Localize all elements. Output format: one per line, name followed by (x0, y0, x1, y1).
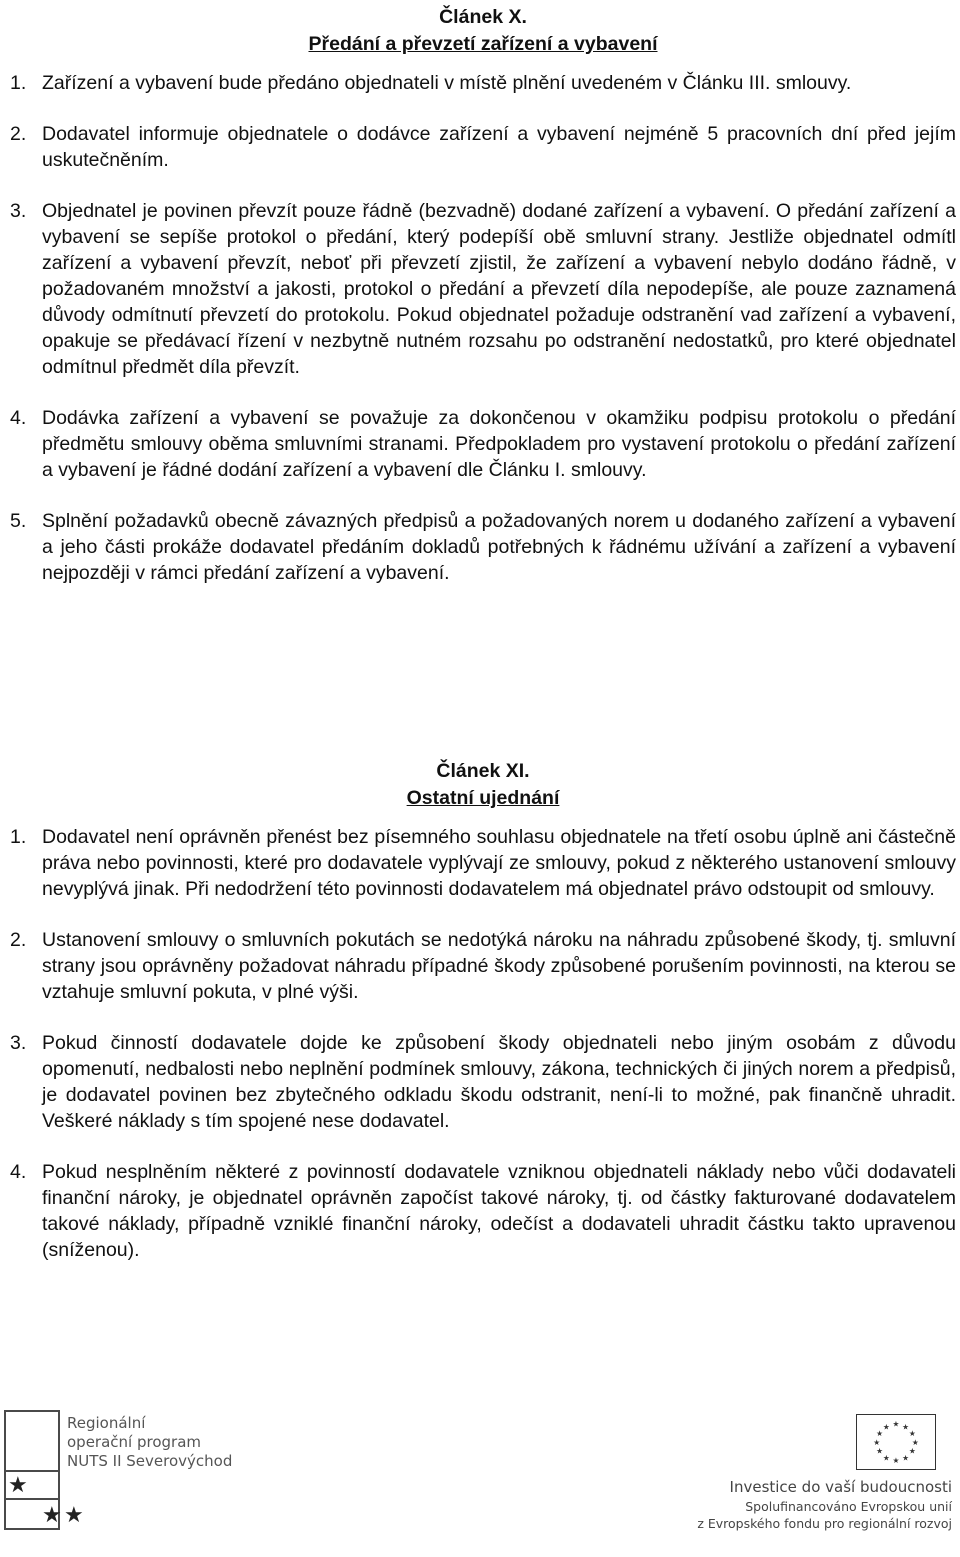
svg-text:★: ★ (911, 1437, 919, 1447)
rop-logo-line: Regionální (67, 1414, 146, 1432)
item-number: 3. (10, 1032, 27, 1054)
svg-text:★: ★ (902, 1453, 910, 1463)
article-heading (10, 4, 956, 58)
star-icon: ★ (64, 1502, 84, 1527)
item-text: Dodávka zařízení a vybavení se považuje za dokončenou v okamžiku podpisu protokolu o předání předmětu smlouvy oběma smluvními stranami. Předpokladem pro vystavení protokolu o předání zařízení a vybavení je řádné dodání zařízení a vybavení dle Článku I. smlouvy. (42, 407, 956, 481)
eu-logo-line: Spolufinancováno Evropskou unií (745, 1499, 952, 1514)
eu-logo-text (690, 1476, 952, 1532)
article-subtitle: Ostatní ujednání (406, 787, 560, 809)
list-item (10, 824, 956, 902)
list-item (10, 1159, 956, 1263)
eu-logo (690, 1410, 952, 1540)
list-item (10, 121, 956, 173)
svg-text:★: ★ (892, 1456, 900, 1466)
item-text: Objednatel je povinen převzít pouze řádně (bezvadně) dodané zařízení a vybavení. O předání zařízení a vybavení se sepíše protokol o předání, který podepíší obě smluvní strany. Jestliže objednatel odmítl zařízení a vybavení převzít, neboť při převzetí zjistil, že zařízení a vybavení nebylo dodáno řádně, v požadovaném množství a jakosti, protokol o předání a převzetí díla nepodepíše, ale pouze zaznamená důvody odmítnutí převzetí do protokolu. Pokud objednatel požaduje odstranění vad zařízení a vybavení, opakuje se předávací řízení v nezbytně nutném rozsahu po odstranění nedostatků, pro které objednatel odmítnul předmět díla převzít. (42, 200, 956, 378)
rop-logo-divider (4, 1498, 60, 1500)
item-text: Dodavatel informuje objednatele o dodávce zařízení a vybavení nejméně 5 pracovních dní před jejím uskutečněním. (42, 123, 956, 171)
svg-text:★: ★ (908, 1429, 916, 1439)
eu-flag-icon (856, 1414, 936, 1470)
svg-text:★: ★ (876, 1429, 884, 1439)
eu-logo-line: z Evropského fondu pro regionální rozvoj (697, 1516, 952, 1531)
star-icon: ★ (8, 1472, 28, 1497)
article-10 (10, 4, 956, 611)
list-item (10, 198, 956, 380)
item-text: Pokud činností dodavatele dojde ke způsobení škody objednateli nebo jiným osobám z důvodu opomenutí, nedbalosti nebo neplnění podmínek smlouvy, zákona, technických či jiných norem a předpisů, je dodavatel povinen bez zbytečného odkladu škodu odstranit, není-li to možné, pak finančně uhradit. Veškeré náklady s tím spojené nese dodavatel. (42, 1032, 956, 1132)
svg-text:★: ★ (908, 1446, 916, 1456)
item-number: 1. (10, 826, 27, 848)
star-icon: ★ (42, 1502, 62, 1527)
list-item (10, 1030, 956, 1134)
article-items (10, 824, 956, 1263)
article-subtitle: Předání a převzetí zařízení a vybavení (308, 33, 658, 55)
article-11 (10, 758, 956, 1288)
item-number: 4. (10, 407, 27, 429)
list-item (10, 508, 956, 586)
item-text: Ustanovení smlouvy o smluvních pokutách se nedotýká nároku na náhradu způsobené škody, tj. smluvní strany jsou oprávněny požadovat náhradu případné škody způsobené porušením povinnosti, na kterou se vztahuje smluvní pokuta, v plné výši. (42, 929, 956, 1003)
article-items (10, 70, 956, 586)
item-text: Dodavatel není oprávněn přenést bez písemného souhlasu objednatele na třetí osobu úplně ani částečně práva nebo povinnosti, které pro dodavatele vyplývají ze smlouvy, pokud z některého ustanovení smlouvy nevyplývá jinak. Při nedodržení této povinnosti dodavatelem má objednatel právo odstoupit od smlouvy. (42, 826, 956, 900)
item-number: 4. (10, 1161, 27, 1183)
rop-logo-text (67, 1414, 232, 1471)
rop-logo-line: NUTS II Severovýchod (67, 1452, 233, 1470)
svg-text:★: ★ (882, 1422, 890, 1432)
item-number: 2. (10, 123, 27, 145)
svg-text:★: ★ (882, 1453, 890, 1463)
svg-text:★: ★ (876, 1446, 884, 1456)
svg-text:★: ★ (892, 1419, 900, 1429)
svg-text:★: ★ (873, 1437, 881, 1447)
svg-text:★: ★ (902, 1422, 910, 1432)
eu-logo-slogan: Investice do vaší budoucnosti (729, 1478, 952, 1496)
rop-logo (4, 1410, 244, 1535)
article-title: Článek X. (439, 6, 527, 28)
footer-logos (0, 1400, 960, 1557)
item-text: Splnění požadavků obecně závazných předpisů a požadovaných norem u dodaného zařízení a vybavení a jeho části prokáže dodavatel předáním dokladů potřebných k řádnému užívání a zařízení a vybavení nejpozději v rámci předání zařízení a vybavení. (42, 510, 956, 584)
item-text: Zařízení a vybavení bude předáno objednateli v místě plnění uvedeném v Článku III. smlouvy. (42, 72, 852, 94)
article-heading (10, 758, 956, 812)
item-text: Pokud nesplněním některé z povinností dodavatele vzniknou objednateli náklady nebo vůči dodavateli finanční nároky, je objednatel oprávněn započíst takové nároky, tj. od částky fakturované dodavatelem takové náklady, případně vzniklé finanční nároky, odečíst a dodavateli uhradit částku takto upravenou (sníženou). (42, 1161, 956, 1261)
list-item (10, 70, 956, 96)
list-item (10, 405, 956, 483)
item-number: 5. (10, 510, 27, 532)
item-number: 1. (10, 72, 27, 94)
article-title: Článek XI. (436, 760, 530, 782)
rop-logo-line: operační program (67, 1433, 202, 1451)
list-item (10, 927, 956, 1005)
item-number: 3. (10, 200, 27, 222)
item-number: 2. (10, 929, 27, 951)
